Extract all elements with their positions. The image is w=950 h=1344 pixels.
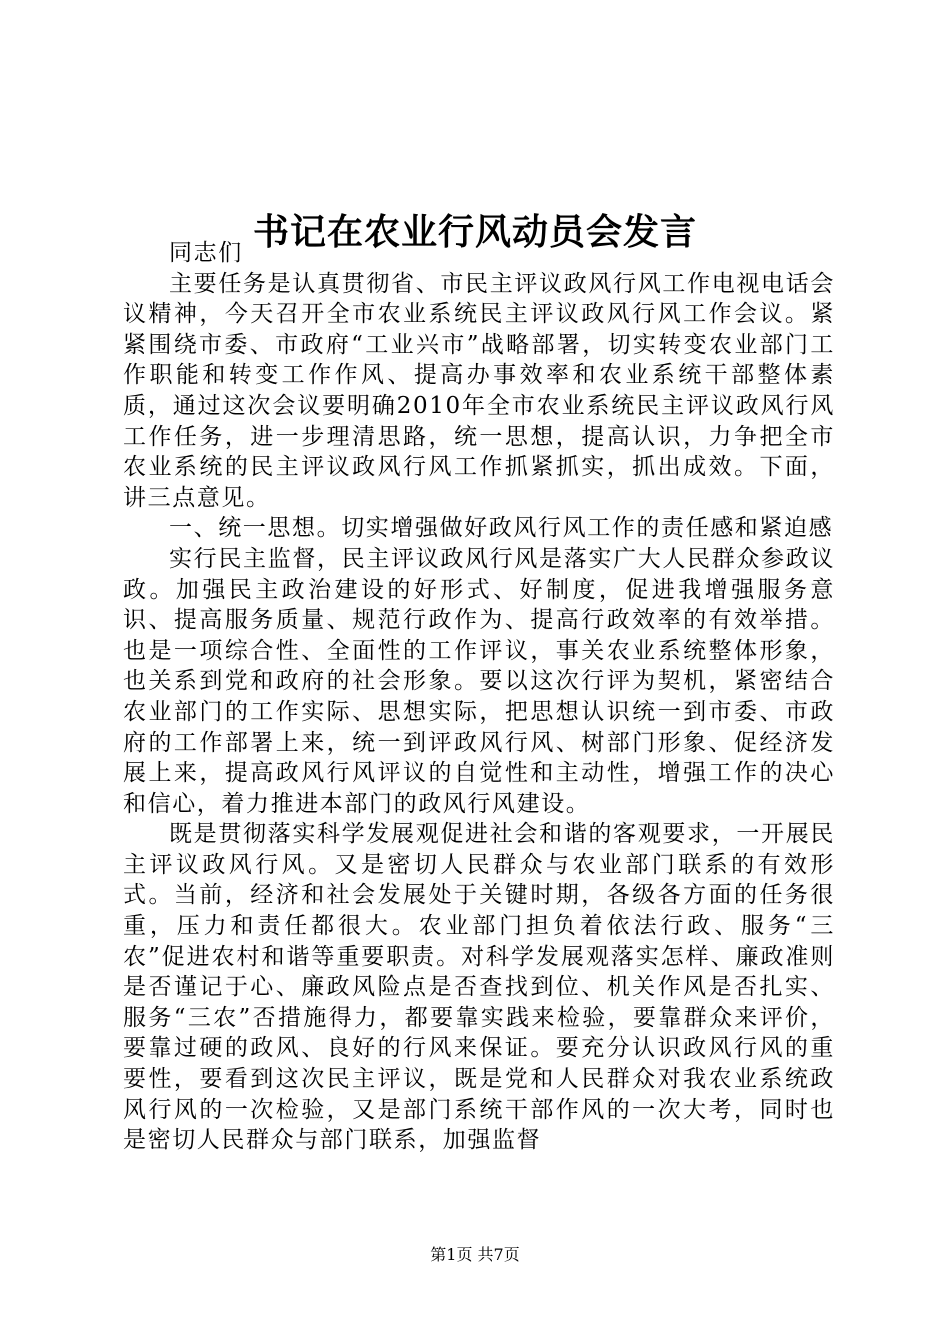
page-number: 第1页 共7页 — [430, 1245, 520, 1264]
paragraph-2: 实行民主监督，民主评议政风行风是落实广大人民群众参政议政。加强民主政治建设的好形式、好制度，促进我增强服务意识、提高服务质量、规范行政作为、提高行政效率的有效举措。也是一项综合性、全面性的工作评议，事关农业系统整体形象，也关系到党和政府的社会形象。要以这次行评为契机，紧密结合农业部门的工作实际、思想实际，把思想认识统一到市委、市政府的工作部署上来，统一到评政风行风、树部门形象、促经济发展上来，提高政风行风评议的自觉性和主动性，增强工作的决心和信心，着力推进本部门的政风行风建设。 — [123, 545, 835, 817]
section-heading-1: 一、统一思想。切实增强做好政风行风工作的责任感和紧迫感 — [169, 515, 834, 542]
document-title: 书记在农业行风动员会发言 — [252, 211, 697, 254]
salutation: 同志们 — [169, 240, 243, 266]
paragraph-1: 主要任务是认真贯彻省、市民主评议政风行风工作电视电话会议精神，今天召开全市农业系统民主评议政风行风工作会议。紧紧围绕市委、市政府“工业兴市”战略部署，切实转变农业部门工作职能和转变工作作风、提高办事效率和农业系统干部整体素质，通过这次会议要明确2010年全市农业系统民主评议政风行风工作任务，进一步理清思路，统一思想，提高认识，力争把全市农业系统的民主评议政风行风工作抓紧抓实，抓出成效。下面，讲三点意见。 — [123, 270, 835, 511]
document-body — [123, 238, 835, 1156]
paragraph-3: 既是贯彻落实科学发展观促进社会和谐的客观要求，一开展民主评议政风行风。又是密切人民群众与农业部门联系的有效形式。当前，经济和社会发展处于关键时期，各级各方面的任务很重，压力和责任都很大。农业部门担负着依法行政、服务“三农”促进农村和谐等重要职责。对科学发展观落实怎样、廉政准则是否谨记于心、廉政风险点是否查找到位、机关作风是否扎实、服务“三农”否措施得力，都要靠实践来检验，要靠群众来评价，要靠过硬的政风、良好的行风来保证。要充分认识政风行风的重要性，要看到这次民主评议，既是党和人民群众对我农业系统政风行风的一次检验，又是部门系统干部作风的一次大考，同时也是密切人民群众与部门联系，加强监督 — [123, 821, 835, 1154]
